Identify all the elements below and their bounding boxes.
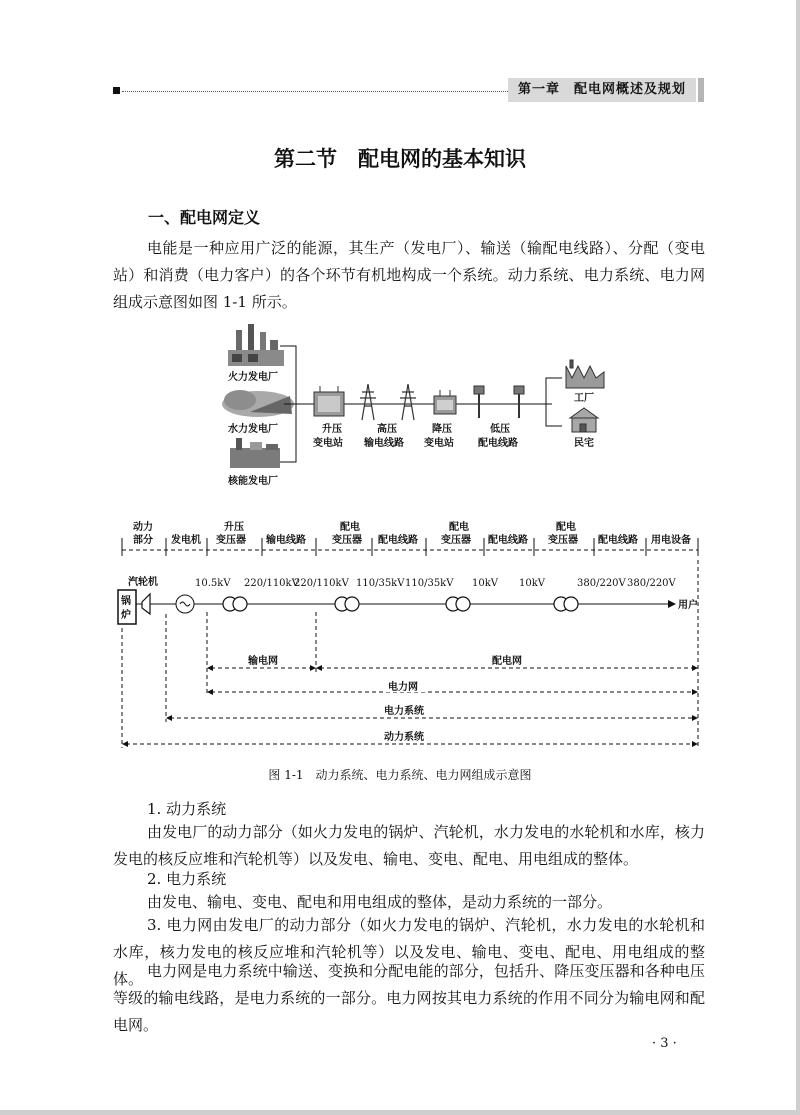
house-icon: [570, 408, 598, 432]
chain-label-1b: 变电站: [313, 438, 343, 449]
plant-label-nuclear: 核能发电厂: [228, 476, 278, 487]
seg-label-11b: 用电设备: [651, 535, 691, 546]
voltage-8: 380/220V: [577, 578, 626, 589]
section-title: 第二节 配电网的基本知识: [274, 147, 526, 171]
voltage-4: 110/35kV: [356, 578, 405, 589]
chain-label-4a: 低压: [490, 424, 510, 435]
seg-label-4b: 输电线路: [266, 535, 306, 546]
header-square-mark: [113, 87, 120, 94]
item2-text: 由发电、输电、变电、配电和用电组成的整体，是动力系统的一部分。: [147, 893, 613, 911]
boiler-char-1: 锅: [121, 596, 131, 607]
seg-label-2b: 发电机: [171, 535, 201, 546]
turbine-label: 汽轮机: [128, 577, 158, 588]
chain-label-2b: 输电线路: [364, 438, 404, 449]
figure-system-schematic: [0, 515, 800, 760]
seg-label-7b: 变压器: [441, 535, 471, 546]
voltage-6: 10kV: [472, 578, 499, 589]
voltage-7: 10kV: [519, 578, 546, 589]
chain-label-3a: 降压: [432, 424, 452, 435]
intro-paragraph: 电能是一种应用广泛的能源，其生产（发电厂）、输送（输配电线路）、分配（变电站）和消费（电力客户）的各个环节有机地构成一个系统。动力系统、电力系统、电力网组成示意图如图 1-1 所示。: [113, 239, 705, 311]
chain-label-1a: 升压: [322, 424, 342, 435]
seg-label-6b: 配电线路: [378, 535, 418, 546]
consumer-label-factory: 工厂: [574, 393, 594, 404]
span-label-distribution: 配电网: [492, 656, 522, 667]
figure-power-chain: [0, 318, 800, 490]
consumer-label-house: 民宅: [574, 438, 594, 449]
voltage-labels: [195, 578, 677, 589]
header-side-bar: [698, 78, 704, 102]
plant-label-hydro: 水力发电厂: [228, 424, 278, 435]
span-label-grid: 电力网: [388, 682, 418, 693]
voltage-9: 380/220V: [627, 578, 676, 589]
arrow-icon: [668, 600, 676, 608]
span-label-power-system: 电力系统: [384, 706, 424, 717]
factory-icon: [566, 360, 604, 388]
item2-heading: 2. 电力系统: [147, 870, 227, 888]
hydro-plant-icon: [222, 390, 294, 417]
page-frame-bottom: [0, 1110, 800, 1115]
page-number: · 3 ·: [652, 1036, 677, 1051]
seg-label-1b: 部分: [133, 535, 153, 546]
seg-label-9a: 配电: [556, 522, 576, 533]
running-header: 第一章 配电网概述及规划: [508, 78, 696, 102]
turbine-icon: [142, 594, 150, 614]
nuclear-plant-icon: [230, 438, 280, 468]
voltage-5: 110/35kV: [405, 578, 454, 589]
item1-text: 由发电厂的动力部分（如火力发电的锅炉、汽轮机，水力发电的水轮机和水库，核力发电的核反应堆和汽轮机等）以及发电、输电、变电、配电、用电组成的整体。: [113, 823, 705, 868]
item3-text: 3. 电力网由发电厂的动力部分（如火力发电的锅炉、汽轮机，水力发电的水轮机和水库，核力发电的核反应堆和汽轮机等）以及发电、输电、变电、配电、用电组成的整体。: [113, 916, 705, 988]
transmission-tower-icon: [360, 384, 416, 420]
distribution-pole-icon: [474, 386, 524, 418]
thermal-plant-icon: [228, 324, 284, 366]
seg-label-8b: 配电线路: [488, 535, 528, 546]
subsection-title: 一、配电网定义: [148, 208, 261, 227]
boiler-char-2: 炉: [121, 610, 131, 621]
closing-paragraph: 电力网是电力系统中输送、变换和分配电能的部分，包括升、降压变压器和各种电压等级的输电线路，是电力系统的一部分。电力网按其电力系统的作用不同分为输电网和配电网。: [113, 962, 705, 1034]
seg-label-1a: 动力: [133, 522, 153, 533]
step-up-substation-icon: [314, 386, 344, 416]
chain-label-4b: 配电线路: [478, 438, 518, 449]
header-dotted-rule: [122, 91, 508, 92]
segment-headers: [133, 520, 691, 546]
step-down-substation-icon: [434, 390, 456, 414]
seg-label-3a: 升压: [224, 522, 244, 533]
item1-heading: 1. 动力系统: [147, 800, 227, 818]
user-label: 用户: [678, 600, 698, 611]
figure-caption: 图 1-1 动力系统、电力系统、电力网组成示意图: [268, 768, 532, 782]
seg-label-10b: 配电线路: [598, 535, 638, 546]
plant-label-thermal: 火力发电厂: [228, 372, 278, 383]
span-label-transmission: 输电网: [248, 656, 278, 667]
voltage-3: 220/110kV: [294, 578, 349, 589]
seg-label-5b: 变压器: [332, 535, 362, 546]
span-label-dynamic-system: 动力系统: [384, 732, 424, 743]
seg-label-9b: 变压器: [548, 535, 578, 546]
seg-label-3b: 变压器: [216, 535, 246, 546]
voltage-1: 10.5kV: [195, 578, 231, 589]
voltage-2: 220/110kV: [244, 578, 299, 589]
chain-label-3b: 变电站: [424, 438, 454, 449]
seg-label-7a: 配电: [449, 522, 469, 533]
seg-label-5a: 配电: [340, 522, 360, 533]
chain-label-2a: 高压: [377, 424, 397, 435]
